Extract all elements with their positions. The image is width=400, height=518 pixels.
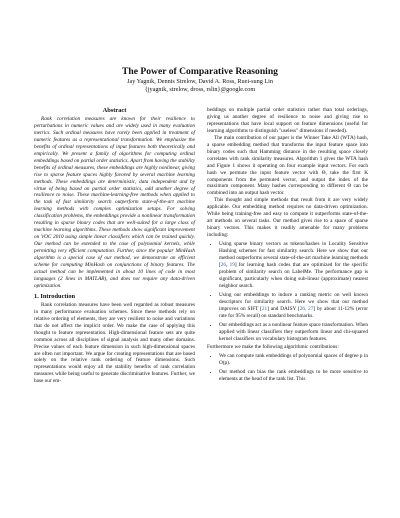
list-item-text: Our embeddings act as a nonlinear feature space transformation. When applied with linear classifiers they outperform linear and chi-squared kernel classifiers on vocabulary histogram features. (219, 321, 368, 342)
paper-title: The Power of Comparative Reasoning (122, 66, 278, 77)
list-item (219, 322, 368, 343)
applications-list (207, 241, 368, 342)
citation-link[interactable]: 26, 27 (299, 305, 314, 312)
list-item (219, 292, 368, 320)
citation-link[interactable]: 19 (229, 261, 235, 268)
body-paragraph: This thought and simple methods that result from it are very widely applicable. Our embedding method requires no data-driven optimization. While being training-free and easy to compute it outperforms state-of-the-art methods on several tasks. Our method gives rise to a space of sparse binary vectors. This makes it readily amenable for many problems including: (207, 197, 368, 239)
right-column (207, 107, 368, 385)
abstract-text: Rank correlation measures are known for their resilience to perturbations in numeric values and are widely used in many evaluation metrics. Such ordinal measures have rarely been applied in treatment of numeric features as a representational transformation. We emphasize the benefits of ordinal representations of input features both theoretically and empirically. We present a family of algorithms for computing ordinal embeddings based on partial order statistics. Apart from having the stability benefits of ordinal measures, these embeddings are highly nonlinear, giving rise to sparse feature spaces highly favored by several machine learning methods. These embeddings are deterministic, data independent and by virtue of being based on partial order statistics, add another degree of resilience to noise. These machine-learning-free methods when applied to the task of fast similarity search outperform state-of-the-art machine learning methods with complex optimization setups. For solving classification problems, the embeddings provide a nonlinear transformation resulting in sparse binary codes that are well-suited for a large class of machine learning algorithms. These methods show significant improvement on VOC 2010 using simple linear classifiers which can be trained quickly. Our method can be extended to the case of polynomial kernels, while permitting very efficient computation. Further, since the popular MinHash algorithm is a special case of our method, we demonstrate an efficient scheme for computing MinHash on conjunctions of binary features. The actual method can be implemented in about 10 lines of code in most languages (2 lines in MATLAB), and does not require any data-driven optimization. (34, 116, 195, 289)
list-item-text: ] for learning hash codes that are optimized for the specific problem of similarity search on LabelMe. The performance gap is significant, particularly when doing sub-linear (approximate) nearest neighbor search. (219, 261, 368, 289)
list-item (219, 241, 368, 290)
list-item-text: ] and DAISY [ (267, 305, 300, 312)
section-heading-introduction: 1. Introduction (34, 292, 76, 300)
list-item-text: Using sparse binary vectors as tokens/hashes in Locality Sensitive Hashing schemes for fast similarity search. Here we show that our method outperforms several state-of-the-art machine learning methods [ (219, 241, 368, 268)
body-paragraph: beddings on multiple partial order statistics rather than total orderings, giving us another degree of resilience to noise and giving rise to representations that have local support on feature dimensions (useful for learning algorithms to distinguish "useless" dimensions if needed). (207, 107, 368, 134)
intro-paragraph: Rank correlation measures have been well regarded as robust measures in many performance evaluation schemes. Since these methods rely on relative ordering of elements, they are very resilient to noise and variations that do not affect the implicit order. We make the case of applying this thought to feature representation. High-dimensional feature sets are quite common across all disciplines of signal analysis and many other domains. Precise values of each feature dimension in such high-dimensional spaces are often not important. We argue for creating representations that are based solely on the relative rank ordering of feature dimensions. Such representations would enjoy all the stability benefits of rank correlation measures while being useful to generate discriminative features. Further, we base our em- (34, 301, 195, 385)
author-emails: {jyagnik, strelow, dross, rslin}@google.com (144, 85, 256, 93)
body-paragraph: The main contribution of our paper is the Winner Take All (WTA) hash, a sparse embedding method that transforms the input feature space into binary codes such that Hamming distance in the resulting space closely correlates with rank similarity measures. Algorithm 1 gives the WTA hash and Figure 1 shows it operating on four example input vectors. For each hash we permute the input feature vector with Θ, take the first K components from the permuted vector, and output the index of the maximum component. Many hashes corresponding to different Θ can be combined into an output hash vector. (207, 134, 368, 197)
body-paragraph: Furthermore we make the following algorithmic contributions: (207, 344, 339, 351)
list-item: • Our method can bias the rank embeddings to be more sensitive to elements at the head of the rank list. This (219, 369, 368, 383)
contributions-list (207, 353, 368, 383)
list-item: • We can compute rank embeddings of polynomial spaces of degree p in O(p). (219, 353, 368, 367)
abstract-heading: Abstract (102, 107, 127, 114)
list-item-text: Using our embeddings to induce a ranking metric on well known descriptors for similarity search. Here we show that our method improves on SIFT [ (219, 291, 368, 312)
paper-header (0, 66, 400, 94)
citation-link[interactable]: 21 (261, 305, 268, 312)
left-column (34, 107, 195, 385)
list-item-text: , (226, 261, 230, 268)
list-item-text: ] by about 11-12% (error rate for 95% recall) on standard benchmarks. (219, 305, 368, 319)
author-list: Jay Yagnik, Dennis Strelow, David A. Ross, Ruei-sung Lin (127, 78, 273, 85)
citation-link[interactable]: 26 (220, 261, 226, 268)
